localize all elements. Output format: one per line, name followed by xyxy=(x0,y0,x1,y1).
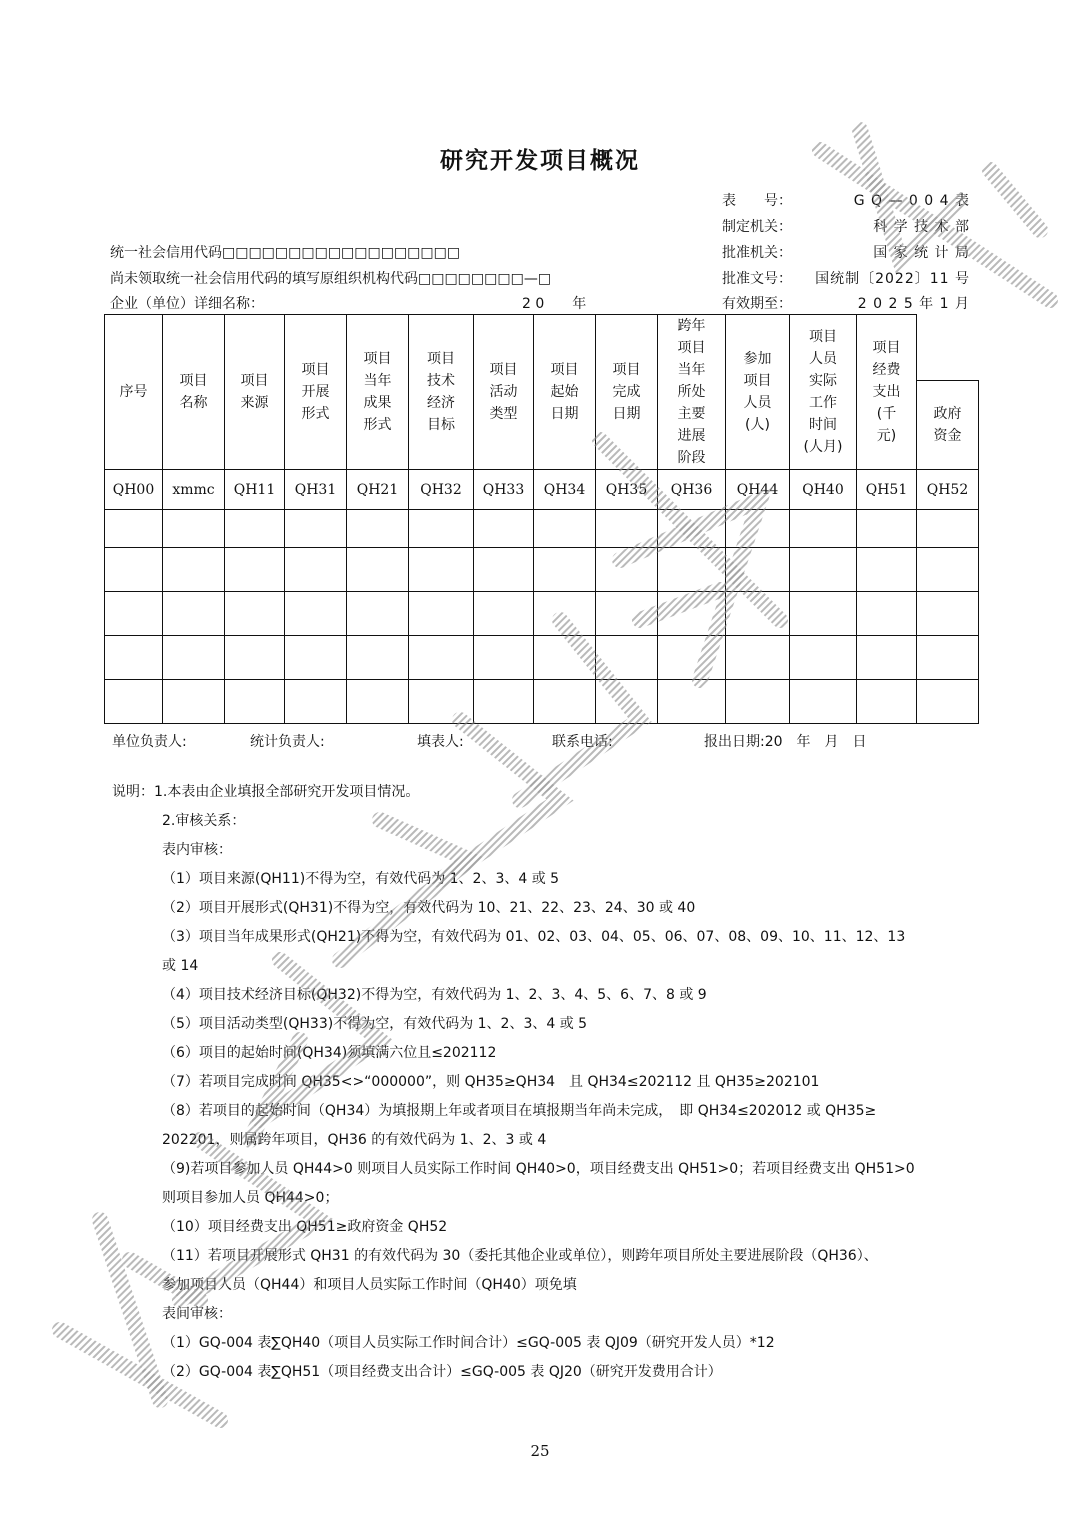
blank-cell xyxy=(163,510,225,548)
blank-cell xyxy=(105,548,163,592)
blank-cell xyxy=(225,680,285,724)
blank-row xyxy=(105,548,979,592)
blank-cell xyxy=(285,592,347,636)
blank-cell xyxy=(726,548,790,592)
meta-label: 表 号： xyxy=(722,193,792,209)
blank-cell xyxy=(409,548,474,592)
blank-cell xyxy=(790,592,857,636)
blank-cell xyxy=(658,592,726,636)
blank-row xyxy=(105,680,979,724)
note-line: （9)若项目参加人员 QH44>0 则项目人员实际工作时间 QH40>0，项目经费支出 QH51>0；若项目经费支出 QH51>0 xyxy=(162,1161,915,1177)
meta-label: 制定机关： xyxy=(722,219,792,235)
page-number: 25 xyxy=(530,1442,550,1460)
note-line: （1）项目来源(QH11)不得为空，有效代码为 1、2、3、4 或 5 xyxy=(162,871,560,887)
blank-cell xyxy=(726,592,790,636)
note-line: （11）若项目开展形式 QH31 的有效代码为 30（委托其他企业或单位），则跨年项目所处主要进展阶段（QH36）、 xyxy=(162,1248,878,1264)
blank-cell xyxy=(225,592,285,636)
note-line: （1）GQ-004 表∑QH40（项目人员实际工作时间合计）≤GQ-005 表 QJ09（研究开发人员）*12 xyxy=(162,1335,775,1351)
blank-cell xyxy=(474,592,534,636)
note-line: 则项目参加人员 QH44>0； xyxy=(162,1190,339,1206)
blank-cell xyxy=(163,592,225,636)
report-date-label: 报出日期:20 年 月 日 xyxy=(704,734,867,750)
blank-cell xyxy=(917,636,979,680)
blank-cell xyxy=(225,548,285,592)
credit-code-line: 统一社会信用代码□□□□□□□□□□□□□□□□□□ xyxy=(110,245,461,261)
blank-cell xyxy=(534,680,596,724)
blank-cell xyxy=(658,510,726,548)
blank-cell xyxy=(105,510,163,548)
blank-cell xyxy=(409,592,474,636)
blank-cell xyxy=(347,592,409,636)
blank-cell xyxy=(534,510,596,548)
sub-header-gov-funds: 政府 资金 xyxy=(917,381,979,470)
blank-cell xyxy=(285,510,347,548)
col-header: 项目 人员 实际 工作 时间 (人月) xyxy=(790,315,857,470)
code-cell: QH52 xyxy=(917,470,979,510)
blank-cell xyxy=(347,636,409,680)
code-cell: QH31 xyxy=(285,470,347,510)
blank-cell xyxy=(726,510,790,548)
blank-cell xyxy=(596,636,658,680)
col-header: 项目 名称 xyxy=(163,315,225,470)
org-code-line: 尚未领取统一社会信用代码的填写原组织机构代码□□□□□□□□—□ xyxy=(110,271,552,287)
meta-label: 有效期至： xyxy=(722,296,792,312)
blank-cell xyxy=(857,510,917,548)
meta-label: 批准文号： xyxy=(722,271,792,287)
blank-cell xyxy=(917,592,979,636)
col-header: 跨年 项目 当年 所处 主要 进展 阶段 xyxy=(658,315,726,470)
blank-cell xyxy=(285,680,347,724)
col-header: 参加 项目 人员 (人) xyxy=(726,315,790,470)
col-header: 项目 当年 成果 形式 xyxy=(347,315,409,470)
note-line: （6）项目的起始时间(QH34)须填满六位且≤202112 xyxy=(162,1045,497,1061)
col-header: 项目 完成 日期 xyxy=(596,315,658,470)
blank-cell xyxy=(474,680,534,724)
code-cell: QH44 xyxy=(726,470,790,510)
unit-head-label: 单位负责人: xyxy=(112,734,187,750)
blank-cell xyxy=(163,548,225,592)
blank-cell xyxy=(409,636,474,680)
blank-cell xyxy=(163,636,225,680)
note-line: （4）项目技术经济目标(QH32)不得为空，有效代码为 1、2、3、4、5、6、7、8 或 9 xyxy=(162,987,707,1003)
code-cell: QH40 xyxy=(790,470,857,510)
blank-cell xyxy=(225,510,285,548)
note-line: （5）项目活动类型(QH33)不得为空，有效代码为 1、2、3、4 或 5 xyxy=(162,1016,588,1032)
blank-cell xyxy=(534,548,596,592)
note-line: 说明：1.本表由企业填报全部研究开发项目情况。 xyxy=(112,784,420,800)
page-title: 研究开发项目概况 xyxy=(440,148,640,174)
blank-cell xyxy=(474,636,534,680)
project-table xyxy=(104,314,979,724)
blank-cell xyxy=(790,510,857,548)
note-line: （8）若项目的起始时间（QH34）为填报期上年或者项目在填报期当年尚未完成， 即 QH34≤202012 或 QH35≥ xyxy=(162,1103,877,1119)
blank-header-cell xyxy=(917,315,979,381)
blank-cell xyxy=(474,548,534,592)
note-line: （7）若项目完成时间 QH35<>“000000”，则 QH35≥QH34 且 QH34≤202112 且 QH35≥202101 xyxy=(162,1074,820,1090)
blank-cell xyxy=(596,592,658,636)
blank-cell xyxy=(790,636,857,680)
blank-row xyxy=(105,510,979,548)
col-header: 项目 开展 形式 xyxy=(285,315,347,470)
blank-cell xyxy=(285,548,347,592)
blank-cell xyxy=(347,548,409,592)
blank-cell xyxy=(857,680,917,724)
blank-cell xyxy=(534,592,596,636)
blank-rows xyxy=(105,510,979,724)
blank-cell xyxy=(534,636,596,680)
note-line: 表内审核： xyxy=(162,842,232,858)
col-header: 序号 xyxy=(105,315,163,470)
note-line: （2）项目开展形式(QH31)不得为空，有效代码为 10、21、22、23、24、30 或 40 xyxy=(162,900,696,916)
code-cell: QH32 xyxy=(409,470,474,510)
blank-cell xyxy=(105,592,163,636)
blank-cell xyxy=(163,680,225,724)
blank-cell xyxy=(105,636,163,680)
code-cell: QH00 xyxy=(105,470,163,510)
blank-cell xyxy=(658,548,726,592)
blank-cell xyxy=(917,680,979,724)
note-line: 表间审核： xyxy=(162,1306,232,1322)
blank-cell xyxy=(790,548,857,592)
meta-value: 2 0 2 5 年 1 月 xyxy=(857,296,970,312)
blank-cell xyxy=(225,636,285,680)
code-cell: QH34 xyxy=(534,470,596,510)
blank-cell xyxy=(857,636,917,680)
code-cell: QH21 xyxy=(347,470,409,510)
blank-cell xyxy=(409,680,474,724)
stat-head-label: 统计负责人: xyxy=(250,734,325,750)
blank-cell xyxy=(917,510,979,548)
note-line: （2）GQ-004 表∑QH51（项目经费支出合计）≤GQ-005 表 QJ20（研究开发费用合计） xyxy=(162,1364,722,1380)
code-cell: QH33 xyxy=(474,470,534,510)
blank-cell xyxy=(658,680,726,724)
code-cell: QH11 xyxy=(225,470,285,510)
blank-row xyxy=(105,636,979,680)
blank-cell xyxy=(596,680,658,724)
blank-cell xyxy=(857,592,917,636)
meta-value: G Q — 0 0 4 表 xyxy=(853,193,970,209)
meta-label: 批准机关： xyxy=(722,245,792,261)
col-header: 项目 技术 经济 目标 xyxy=(409,315,474,470)
filler-label: 填表人: xyxy=(417,734,464,750)
note-line: 或 14 xyxy=(162,958,199,974)
phone-label: 联系电话: xyxy=(552,734,613,750)
company-name-label: 企业（单位）详细名称： xyxy=(110,296,264,312)
col-header: 项目 活动 类型 xyxy=(474,315,534,470)
meta-value: 国统制〔2022〕11 号 xyxy=(815,271,970,287)
blank-cell xyxy=(409,510,474,548)
meta-value: 国 家 统 计 局 xyxy=(873,245,970,261)
blank-cell xyxy=(474,510,534,548)
code-cell: xmmc xyxy=(163,470,225,510)
blank-cell xyxy=(105,680,163,724)
blank-cell xyxy=(347,680,409,724)
note-line: 参加项目人员（QH44）和项目人员实际工作时间（QH40）项免填 xyxy=(162,1277,577,1293)
blank-cell xyxy=(726,680,790,724)
signature-line xyxy=(112,731,867,751)
blank-cell xyxy=(347,510,409,548)
blank-cell xyxy=(726,636,790,680)
blank-row xyxy=(105,592,979,636)
code-cell: QH51 xyxy=(857,470,917,510)
note-line: （10）项目经费支出 QH51≥政府资金 QH52 xyxy=(162,1219,448,1235)
blank-cell xyxy=(596,548,658,592)
blank-cell xyxy=(658,636,726,680)
meta-value: 科 学 技 术 部 xyxy=(873,219,970,235)
note-line: 202201，则属跨年项目，QH36 的有效代码为 1、2、3 或 4 xyxy=(162,1132,547,1148)
blank-cell xyxy=(285,636,347,680)
code-cell: QH36 xyxy=(658,470,726,510)
col-header: 项目 起始 日期 xyxy=(534,315,596,470)
note-line: （3）项目当年成果形式(QH21)不得为空，有效代码为 01、02、03、04、05、06、07、08、09、10、11、12、13 xyxy=(162,929,906,945)
note-line: 2.审核关系： xyxy=(162,813,246,829)
code-cell: QH35 xyxy=(596,470,658,510)
col-header: 项目 来源 xyxy=(225,315,285,470)
blank-cell xyxy=(857,548,917,592)
blank-cell xyxy=(596,510,658,548)
col-header: 项目 经费 支出 (千 元) xyxy=(857,315,917,470)
blank-cell xyxy=(790,680,857,724)
report-year: 2 0 年 xyxy=(522,296,587,312)
blank-cell xyxy=(917,548,979,592)
